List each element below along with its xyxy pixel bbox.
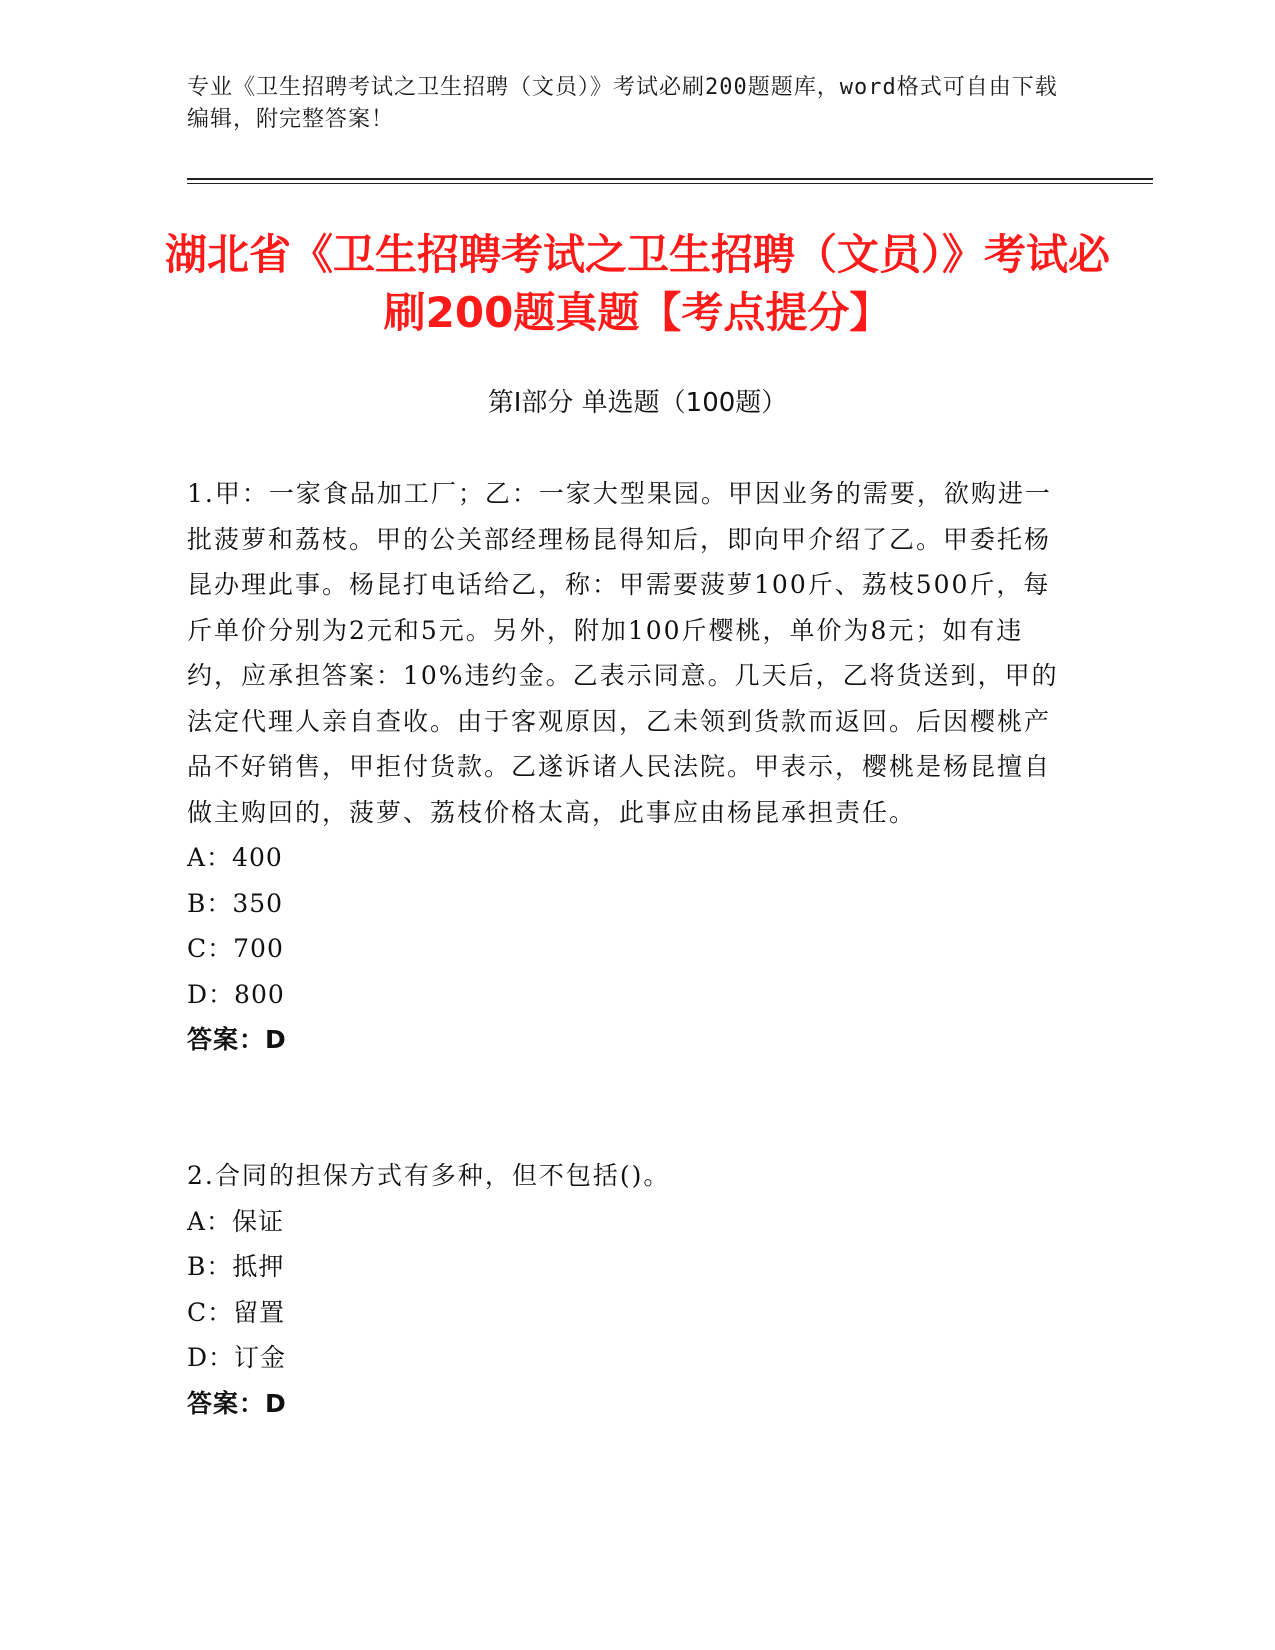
question-2 xyxy=(187,1153,1067,1426)
question-stem: 1.甲：一家食品加工厂；乙：一家大型果园。甲因业务的需要，欲购进一批菠萝和荔枝。甲的公关部经理杨昆得知后，即向甲介绍了乙。甲委托杨昆办理此事。杨昆打电话给乙，称：甲需要菠萝100斤、荔枝500斤，每斤单价分别为2元和5元。另外，附加100斤樱桃，单价为8元；如有违约，应承担答案：10%违约金。乙表示同意。几天后，乙将货送到，甲的法定代理人亲自查收。由于客观原因，乙未领到货款而返回。后因樱桃产品不好销售，甲拒付货款。乙遂诉诸人民法院。甲表示，樱桃是杨昆擅自做主购回的，菠萝、荔枝价格太高，此事应由杨昆承担责任。 xyxy=(187,479,1059,827)
section-title: 第Ⅰ部分 单选题（100题） xyxy=(487,388,788,418)
answer-line: 答案：D xyxy=(187,1388,287,1418)
option-b: B：抵押 xyxy=(187,1252,285,1281)
header-divider-thin xyxy=(187,183,1153,184)
option-a: A：400 xyxy=(187,843,283,872)
option-d: D：订金 xyxy=(187,1343,287,1372)
option-b: B：350 xyxy=(187,888,284,918)
option-d: D：800 xyxy=(187,979,285,1009)
option-c: C：留置 xyxy=(187,1297,286,1327)
option-c: C：700 xyxy=(187,934,284,963)
document-title: 湖北省《卫生招聘考试之卫生招聘（文员）》考试必刷200题真题【考点提分】 xyxy=(164,230,1110,337)
question-stem: 2.合同的担保方式有多种，但不包括()。 xyxy=(187,1161,671,1190)
header-note: 专业《卫生招聘考试之卫生招聘（文员）》考试必刷200题题库，word格式可自由下载编辑，附完整答案！ xyxy=(187,75,1058,132)
option-a: A：保证 xyxy=(187,1206,285,1236)
answer-line: 答案：D xyxy=(187,1025,287,1054)
question-1 xyxy=(187,471,1067,1063)
header-divider-thick xyxy=(187,178,1153,180)
